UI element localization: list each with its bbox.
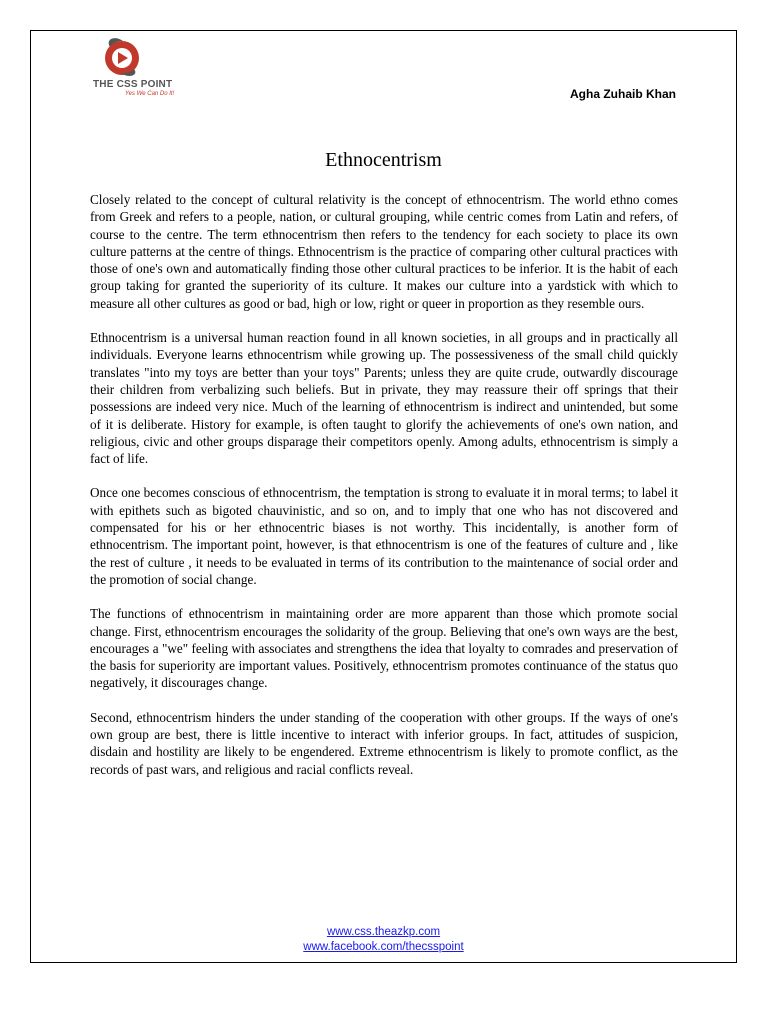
paragraph-4: The functions of ethnocentrism in maintaining order are more apparent than those which promote social change. First, ethnocentrism encourages the solidarity of the group. Believing that one's own ways are the best, encourages a "we" feeling with associates and strengthens the idea that loyalty to comrades and preservation of the basis for superiority are important values. Positively, ethnocentrism promotes continuance of the status quo negatively, it discourages change. — [90, 606, 678, 691]
paragraph-1: Closely related to the concept of cultural relativity is the concept of ethnocentrism. The world ethno comes from Greek and refers to a people, nation, or cultural grouping, while centric comes from Latin and refers, of course to the centre. The term ethnocentrism then refers to the tendency for each society to place its own culture patterns at the centre of things. Ethnocentrism is the practice of comparing other cultural practices with those of one's own and automatically finding those other cultural practices to be inferior. It is the habit of each group taking for granted the superiority of its culture. It makes our culture into a yardstick with which to measure all other cultures as good or bad, high or low, right or queer in proportion as they resemble ours. — [90, 192, 678, 311]
paragraph-5: Second, ethnocentrism hinders the under standing of the cooperation with other groups. If the ways of one's own group are best, there is little incentive to interact with inferior groups. In fact, attitudes of suspicion, disdain and hostility are likely to be engendered. Extreme ethnocentrism is likely to promote conflict, as the records of past wars, and religious and racial conflicts reveal. — [90, 709, 678, 777]
logo-swirl-icon — [101, 37, 143, 77]
logo-title: THE CSS POINT — [93, 79, 173, 90]
facebook-link[interactable]: www.facebook.com/thecsspoint — [303, 941, 464, 953]
document-title: Ethnocentrism — [325, 149, 442, 171]
footer — [31, 925, 736, 955]
logo-tagline: Yes We Can Do It! — [125, 91, 175, 97]
paragraph-3: Once one becomes conscious of ethnocentrism, the temptation is strong to evaluate it in moral terms; to label it with epithets such as bigoted chauvinistic, and so on, and to imply that one who has not discovered and compensated for his or her ethnocentric biases is not worthy. This incidentally, is another form of ethnocentrism. The important point, however, is that ethnocentrism is one of the features of culture and , like the rest of culture , it needs to be evaluated in terms of its contribution to the maintenance of social order and the promotion of social change. — [90, 485, 678, 587]
website-link[interactable]: www.css.theazkp.com — [326, 926, 441, 938]
page-frame — [30, 30, 737, 963]
author-name: Agha Zuhaib Khan — [570, 87, 676, 101]
logo — [93, 37, 203, 99]
document-body — [90, 191, 678, 795]
paragraph-2: Ethnocentrism is a universal human reaction found in all known societies, in all groups and in practically all individuals. Everyone learns ethnocentrism while growing up. The possessiveness of the small child quickly translates "into my toys are better than your toys" Parents; unless they are quite crude, outwardly discourage their children from verbalizing such beliefs. But in private, they may reassure their off springs that their possessions are indeed very nice. Much of the learning of ethnocentrism is indirect and unintended, but some of it is deliberate. History for example, is often taught to glorify the achievements of one's own nation, and religious, civic and other groups disparage their competitors openly. Among adults, ethnocentrism is simply a fact of life. — [90, 330, 678, 467]
